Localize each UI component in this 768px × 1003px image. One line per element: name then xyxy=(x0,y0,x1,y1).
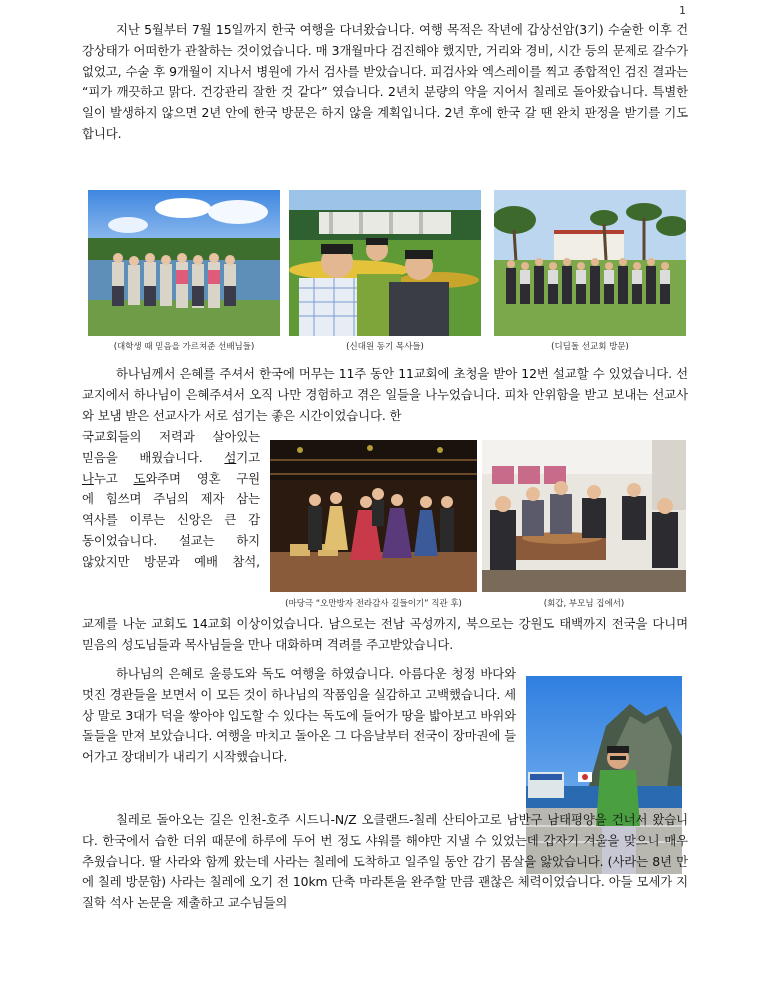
photo-seminary-classmates xyxy=(289,190,481,336)
paragraph-preaching-side xyxy=(82,427,260,573)
side-line: 동이었습니다. 설교는 하지 xyxy=(82,532,260,548)
paragraph-preaching-top: 하나님께서 은혜를 주셔서 한국에 머무는 11주 동안 11교회에 초청을 받아 12번 설교할 수 있었습니다. 선교지에서 하나님이 은혜주셔서 오직 나만 경험하고 겪은 일들을 나누었습니다. 피차 안위함을 받고 보내는 선교사와 보냄 받은 선교사가 서로 섬기는 좋은 시간이었습니다. 한 xyxy=(82,366,688,423)
side-text: 믿음을 배웠습니다. xyxy=(82,449,203,465)
photo-mission-visit xyxy=(494,190,686,336)
photo-stage-performance xyxy=(270,440,477,592)
paragraph-return-trip: 칠레로 돌아오는 길은 인천-호주 시드니-N/Z 오클랜드-칠레 산티아고로 남반구 남태평양을 건너서 왔습니다. 한국에서 습한 더위 때문에 하루에 두어 번 정도 샤워를 해야만 지낼 수 있었는데 갑자기 겨울을 맞으니 매우 추웠습니다. 딸 사라와 함께 왔는데 사라는 칠레에 도착하고 일주일 동안 감기 몸살을 앓았습니다. (사라는 8년 만에 칠레 방문함) 사라는 칠레에 오기 전 10km 단축 마라톤을 완주할 만큼 괜찮은 체력이었습니다. 아들 모세가 지질학 석사 논문을 제출하고 교수님들의 xyxy=(82,812,688,911)
side-line: 에 힘쓰며 주님의 제자 삼는 xyxy=(82,491,260,507)
paragraph-health-checkup: 지난 5월부터 7월 15일까지 한국 여행을 다녀왔습니다. 여행 목적은 작년에 갑상선암(3기) 수술한 이후 건강상태가 어떠한가 관찰하는 것이었습니다. 매 3개월마다 검진해야 했지만, 거리와 경비, 시간 등의 문제로 갈수가 없었고, 수술 후 9개월이 지나서 병원에 가서 검사를 받았습니다. 피검사와 엑스레이를 찍고 종합적인 검진 결과는 “피가 깨끗하고 맑다. 건강관리 잘한 것 같다” 였습니다. 2년치 분량의 약을 지어서 칠레로 돌아왔습니다. 특별한 일이 발생하지 않으면 2년 안에 한국 방문은 하지 않을 계획입니다. 2년 후에 한국 갈 땐 완치 판정을 받기를 기도합니다. xyxy=(82,22,688,141)
underlined-char: 섬 xyxy=(224,449,237,465)
side-text: 누고 xyxy=(93,470,118,486)
side-line xyxy=(82,469,260,490)
caption-stage-performance: (마당극 “오만방자 전라감사 길들이기” 직관 후) xyxy=(285,599,462,609)
paragraph-dokdo-trip: 하나님의 은혜로 울릉도와 독도 여행을 하였습니다. 아름다운 청정 바다와 멋진 경관들을 보면서 이 모든 것이 하나님의 작품임을 실감하고 고백했습니다. 세상 말로 3대가 덕을 쌓아야 입도할 수 있다는 독도에 들어가 땅을 밟아보고 바위와 돌들을 만져 보았습니다. 여행을 마치고 돌아온 그 다음날부터 전국이 장마권에 들어가고 장대비가 내리기 시작했습니다. xyxy=(82,666,516,765)
photo-university-seniors xyxy=(88,190,280,336)
caption-university-seniors: (대학생 때 믿음을 가르쳐준 선배님들) xyxy=(113,342,255,352)
caption-family-gathering: (회갑, 부모님 집에서) xyxy=(543,599,625,609)
page-number: 1 xyxy=(679,4,686,17)
side-text: 와주며 영혼 구원 xyxy=(145,470,261,486)
caption-mission-visit: (디딤돌 선교회 방문) xyxy=(551,342,629,352)
caption-seminary-classmates: (신대원 동기 목사들) xyxy=(346,342,424,352)
side-text: 기고 xyxy=(236,449,260,465)
side-line: 국교회들의 저력과 살아있는 xyxy=(82,429,260,444)
paragraph-preaching-bottom: 교제를 나눈 교회도 14교회 이상이었습니다. 남으로는 전남 곡성까지, 북으로는 강원도 태백까지 전국을 다니며 믿음의 성도님들과 목사님들을 만나 대화하며 격려를 주고받았습니다. xyxy=(82,616,688,652)
underlined-char: 도 xyxy=(133,470,146,486)
photo-family-gathering xyxy=(482,440,686,592)
side-line: 않았지만 방문과 예배 참석, xyxy=(82,553,260,569)
underlined-char: 나 xyxy=(82,470,94,486)
side-line: 역사를 이루는 신앙은 큰 감 xyxy=(82,512,260,528)
side-line xyxy=(82,448,260,469)
